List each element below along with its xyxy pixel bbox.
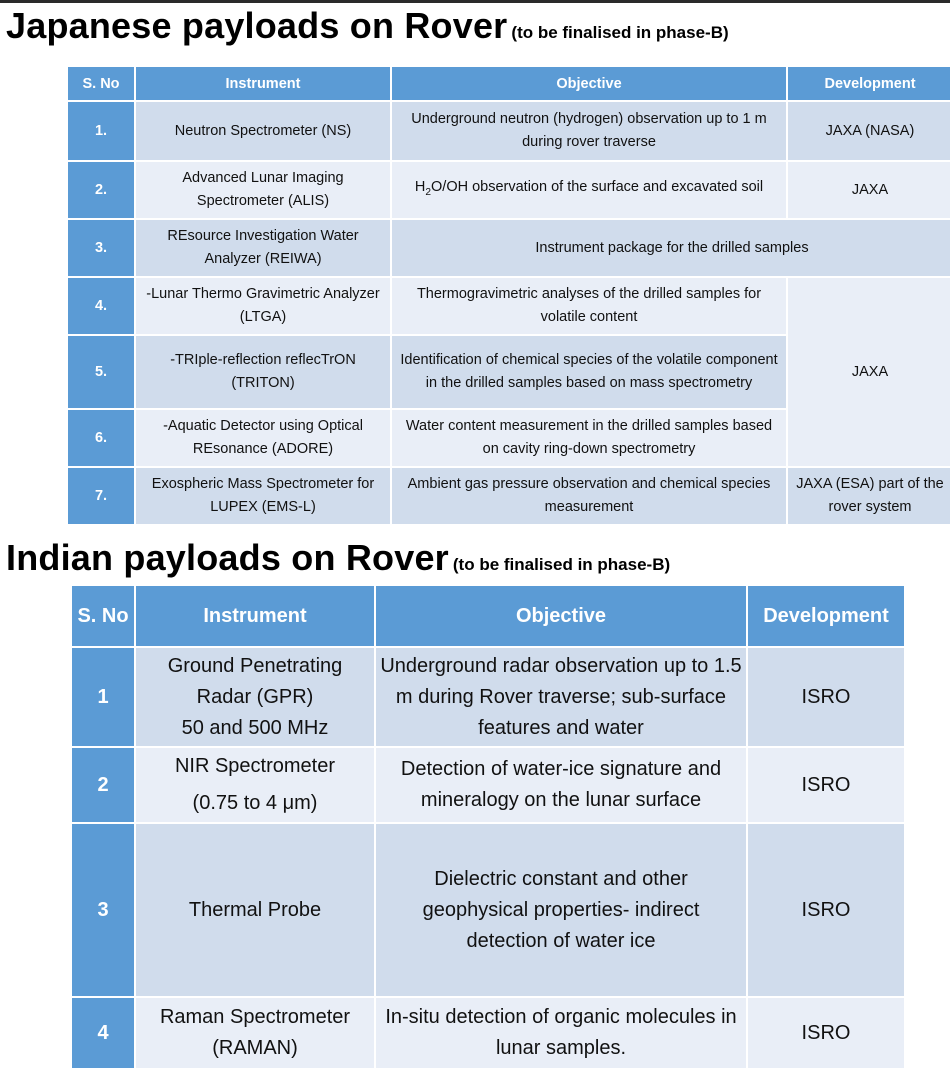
objective-text: H — [414, 179, 426, 196]
row-development: JAXA (ESA) part of the rover system — [787, 467, 950, 525]
row-objective: In-situ detection of organic molecules in lunar samples. — [375, 997, 747, 1069]
table-row — [67, 161, 950, 219]
header-development: Development — [747, 585, 905, 647]
table-row — [71, 647, 905, 747]
row-objective: Dielectric constant and other geophysical properties- indirect detection of water ice — [375, 823, 747, 997]
header-objective: Objective — [375, 585, 747, 647]
row-instrument: -Aquatic Detector using Optical REsonance (ADORE) — [135, 409, 391, 467]
row-objective: Thermogravimetric analyses of the drilled samples for volatile content — [391, 277, 787, 335]
japanese-section-heading — [6, 5, 729, 46]
table-row — [71, 823, 905, 997]
row-sno: 1 — [71, 647, 135, 747]
row-objective — [391, 161, 787, 219]
row-objective: Ambient gas pressure observation and chemical species measurement — [391, 467, 787, 525]
row-instrument: -Lunar Thermo Gravimetric Analyzer (LTGA) — [135, 277, 391, 335]
row-sno: 2. — [67, 161, 135, 219]
row-objective: Identification of chemical species of the volatile component in the drilled samples based on mass spectrometry — [391, 335, 787, 409]
row-development: ISRO — [747, 647, 905, 747]
row-sno: 3 — [71, 823, 135, 997]
row-objective-merged: Instrument package for the drilled samples — [391, 219, 950, 277]
table-row — [67, 101, 950, 161]
header-instrument: Instrument — [135, 66, 391, 101]
instrument-name: NIR Spectrometer — [174, 755, 336, 777]
row-sno: 6. — [67, 409, 135, 467]
row-instrument — [135, 747, 375, 823]
table-row — [67, 277, 950, 335]
row-instrument: Raman Spectrometer (RAMAN) — [135, 997, 375, 1069]
table-header-row — [71, 585, 905, 647]
instrument-spec: (0.75 to 4 μm) — [192, 792, 318, 814]
row-instrument: Neutron Spectrometer (NS) — [135, 101, 391, 161]
top-border-line — [0, 0, 950, 3]
row-instrument: REsource Investigation Water Analyzer (REIWA) — [135, 219, 391, 277]
row-instrument — [135, 647, 375, 747]
header-development: Development — [787, 66, 950, 101]
japanese-payloads-table — [66, 65, 950, 526]
table-row — [71, 997, 905, 1069]
instrument-name: Ground Penetrating Radar (GPR) — [167, 654, 343, 708]
indian-payloads-table — [70, 584, 906, 1070]
indian-title: Indian payloads on Rover — [6, 537, 449, 578]
row-development: JAXA — [787, 161, 950, 219]
row-development: ISRO — [747, 747, 905, 823]
objective-text: O/OH observation of the surface and excavated soil — [431, 179, 764, 196]
row-sno: 4. — [67, 277, 135, 335]
row-development: ISRO — [747, 997, 905, 1069]
row-sno: 2 — [71, 747, 135, 823]
row-development: ISRO — [747, 823, 905, 997]
header-instrument: Instrument — [135, 585, 375, 647]
row-sno: 7. — [67, 467, 135, 525]
table-header-row — [67, 66, 950, 101]
row-sno: 5. — [67, 335, 135, 409]
row-objective: Water content measurement in the drilled samples based on cavity ring-down spectrometry — [391, 409, 787, 467]
subscript-text: 2 — [425, 186, 432, 198]
row-instrument: Exospheric Mass Spectrometer for LUPEX (EMS-L) — [135, 467, 391, 525]
japanese-subtitle: (to be finalised in phase-B) — [511, 23, 729, 42]
row-objective: Detection of water-ice signature and mineralogy on the lunar surface — [375, 747, 747, 823]
header-objective: Objective — [391, 66, 787, 101]
row-instrument: Thermal Probe — [135, 823, 375, 997]
row-development: JAXA (NASA) — [787, 101, 950, 161]
header-sno: S. No — [67, 66, 135, 101]
row-sno: 4 — [71, 997, 135, 1069]
indian-section-heading — [6, 537, 671, 578]
row-instrument: Advanced Lunar Imaging Spectrometer (ALIS) — [135, 161, 391, 219]
row-sno: 1. — [67, 101, 135, 161]
indian-subtitle: (to be finalised in phase-B) — [452, 555, 671, 574]
row-sno: 3. — [67, 219, 135, 277]
japanese-title: Japanese payloads on Rover — [6, 5, 508, 46]
row-objective: Underground neutron (hydrogen) observation up to 1 m during rover traverse — [391, 101, 787, 161]
row-development-merged: JAXA — [787, 277, 950, 467]
table-row — [71, 747, 905, 823]
row-instrument: -TRIple-reflection reflecTrON (TRITON) — [135, 335, 391, 409]
row-objective: Underground radar observation up to 1.5 m during Rover traverse; sub-surface features and water — [375, 647, 747, 747]
header-sno: S. No — [71, 585, 135, 647]
table-row — [67, 219, 950, 277]
table-row — [67, 467, 950, 525]
instrument-spec: 50 and 500 MHz — [181, 716, 329, 739]
